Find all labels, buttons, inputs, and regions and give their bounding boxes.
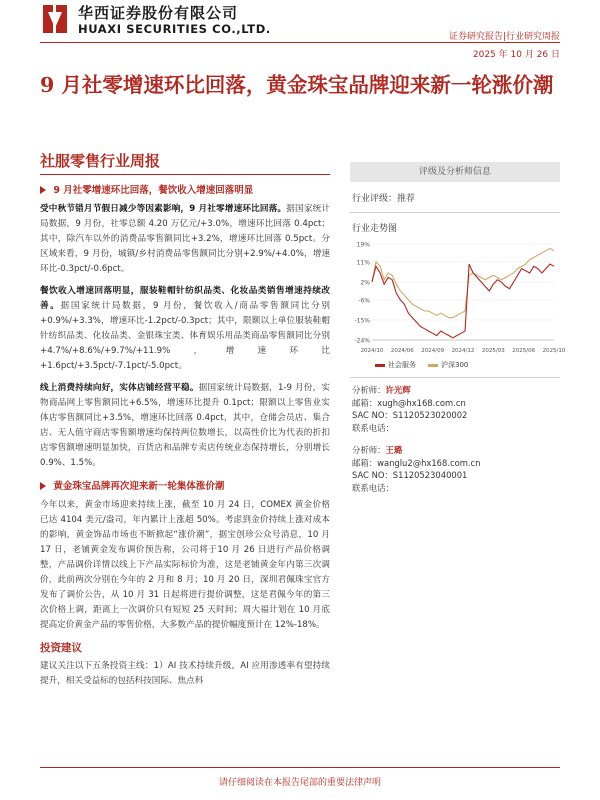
triangle-bullet-icon [40,186,46,194]
footer-divider [40,767,560,768]
company-name-cn: 华西证券股份有限公司 [78,4,239,22]
y-tick-label: 2% [360,279,370,287]
industry-rating: 行业评级：推荐 [350,182,560,213]
x-tick-label: 2024/12 [451,348,475,354]
footer-disclaimer: 请仔细阅读在本报告尾部的重要法律声明 [218,778,381,788]
sub-heading-gold: 黄金珠宝品牌再次迎来新一轮集体涨价潮 [40,478,330,492]
analyst-label: 分析师： [352,445,386,455]
chart-legend [350,360,560,370]
x-tick-label: 2025/03 [481,348,505,354]
report-title: 9 月社零增速环比回落，黄金珠宝品牌迎来新一轮涨价潮 [40,73,554,97]
y-tick-label: 19% [356,241,370,249]
legend-swatch-icon [428,364,438,367]
analyst-email[interactable]: 邮箱：xugh@hx168.com.cn [352,397,466,408]
series-line-csi300 [372,249,554,318]
y-tick-label: -6% [358,297,370,305]
section-divider [40,174,330,175]
series-line-social-service [372,264,554,338]
analyst-block [350,378,560,438]
company-name-en: HUAXI SECURITIES CO.,LTD. [78,22,271,36]
sub-heading-retail: 9 月社零增速环比回落，餐饮收入增速回落明显 [40,182,330,196]
report-date: 2025 年 10 月 26 日 [472,50,560,60]
huaxi-logo-icon [40,2,70,36]
x-tick-label: 2024/06 [390,348,414,354]
trend-chart-label: 行业走势图 [352,224,398,234]
y-tick-label: -24% [354,337,370,345]
triangle-bullet-icon [40,482,46,490]
analyst-sac: SAC NO：S1120523020002 [352,410,468,420]
paragraph-advice: 建议关注以下五条投资主线：1）AI 技术持续升级，AI 应用渗透率有望持续提升，相关受益标的包括科技国际、焦点科 [40,661,330,686]
y-tick-label: -15% [354,317,370,325]
legend-item: 社会服务 [375,360,416,370]
report-type: 证券研究报告|行业研究周报 [448,32,560,42]
legend-swatch-icon [375,364,385,367]
report-header [0,0,600,58]
paragraph-retail-growth: 受中秋节错月节假日减少等因素影响，9 月社零增速环比回落。据国家统计局数据，9 月份，社零总额 4.20 万亿元/+3.0%，增速环比回落 0.4pct；其中，除汽车以外的消费品零售额同比+3.2%，增速环比回落 0.5pct。分区域来看，9 月份，城镇/乡村消费品零售额同比分别+2.9%/+4.0%，增速环比-0.3pct/-0.6pct。 [40,204,330,274]
paragraph-gold: 今年以来，黄金市场迎来持续上涨，截至 10 月 24 日，COMEX 黄金价格已达 4104 美元/盎司，年内累计上涨超 50%。考虑到金价持续上涨对成本的影响，黄金饰品市场也不断掀起“涨价潮”，据宝创珍公众号消息，10 月 17 日，老铺黄金发布调价预告称，公司将于10 月 26 日进行产品价格调整，产品调价详情以线上下产品实际标价为准，这是老铺黄金年内第三次调价，此前两次分别在今年的 2 月和 8 月；10 月 20 日，深圳君佩珠宝官方发布了调价公告，从 10 月 31 日起将进行提价调整，这是君佩今年的第三次价格上调，距离上一次调价只有短短 25 天时间；周大福计划在 10 月底提高定价黄金产品的零售价格，大多数产品的提价幅度预计在 12%-18%。 [40,500,330,630]
x-tick-label: 2025/10 [542,348,566,354]
analyst-name: 许光辉 [385,385,411,395]
x-tick-label: 2024/10 [360,348,384,354]
investment-advice-heading: 投资建议 [40,642,82,654]
paragraph-online: 线上消费持续向好，实体店铺经营平稳。据国家统计局数据，1-9 月份，实物商品网上零售额同比+6.5%，增速环比提升 0.1pct；限额以上零售业实体店零售额同比+3.5%，增速环比回落 0.4pct，其中，仓储会员店、集合店、无人值守商店零售额增速均保持两位数增长，以高性价比为代表的折扣店零售额增速明显加快，百货店和品牌专卖店传统业态保持增长，分别增长 0.9%、1.5%。 [40,383,330,468]
analyst-phone: 联系电话： [352,482,394,493]
sidebar-panel [350,162,566,498]
analyst-name: 王璐 [385,445,403,455]
analyst-label: 分析师： [352,385,386,395]
legend-item: 沪深300 [428,360,468,370]
analyst-email[interactable]: 邮箱：wanglu2@hx168.com.cn [352,457,481,468]
analyst-phone: 联系电话： [352,422,394,433]
analyst-block [350,438,560,498]
section-title: 社服零售行业周报 [40,152,161,170]
analyst-sac: SAC NO：S1120523040001 [352,470,468,480]
trend-chart-svg [350,238,566,358]
trend-chart [350,238,566,358]
panel-header: 评级及分析师信息 [350,162,560,182]
x-tick-label: 2025/06 [512,348,536,354]
y-tick-label: 11% [356,259,370,267]
x-tick-label: 2024/09 [421,348,445,354]
paragraph-catering: 餐饮收入增速回落明显，服装鞋帽针纺织品类、化妆品类销售增速持续改善。据国家统计局数据，9 月份，餐饮收入/商品零售额同比分别+0.9%/+3.3%，增速环比-1.2pct/-0.3pct；其中，限额以上单位服装鞋帽针纺织品类、化妆品类、金银珠宝类、体育娱乐用品类商品零售额同比分别+4.7%/+8.6%/+9.7%/+11.9%，增速环比+1.6pct/+3.5pct/-7.1pct/-5.0pct。 [40,286,330,371]
header-divider [40,42,560,43]
main-content [40,182,330,696]
